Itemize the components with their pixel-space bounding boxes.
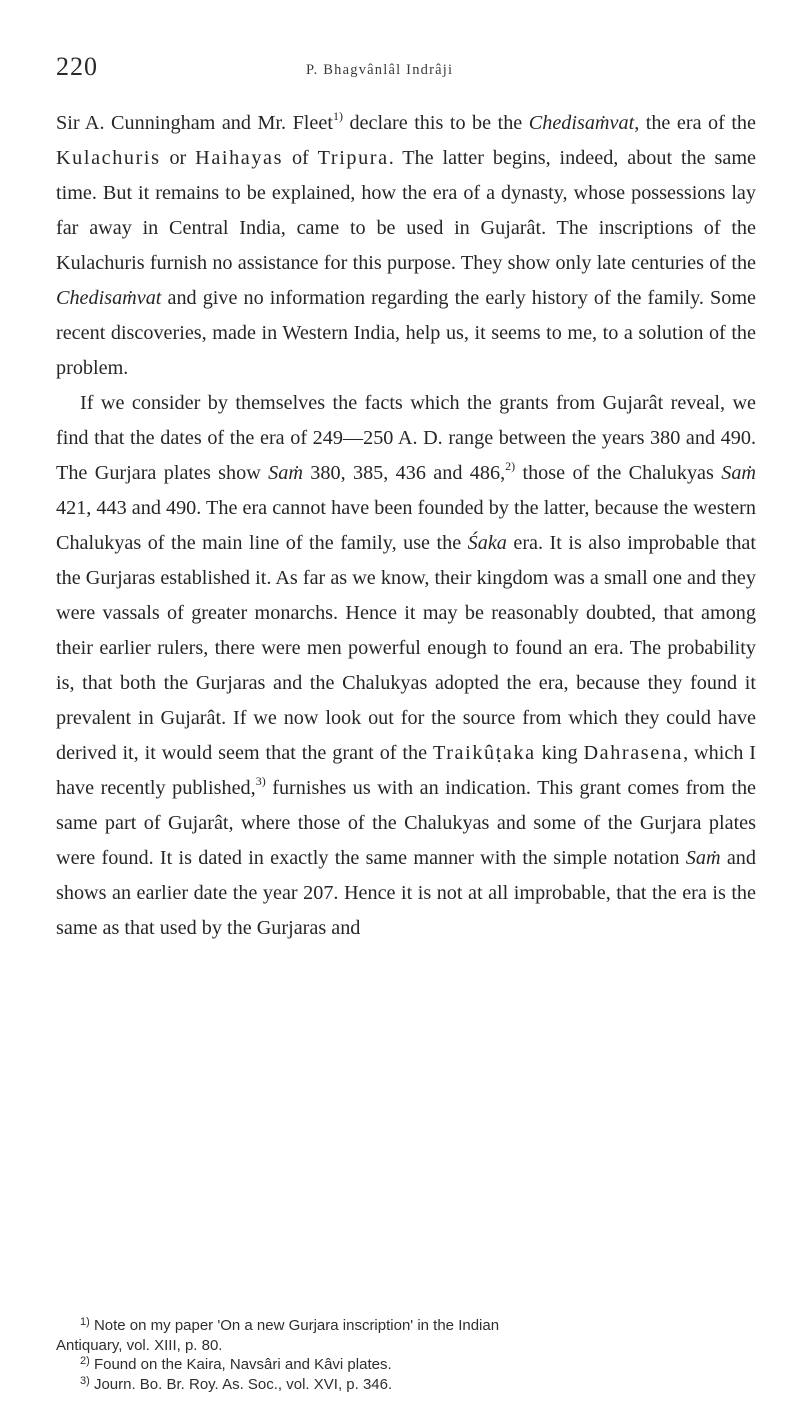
- footnote-1: [56, 1316, 756, 1336]
- text-run: era. It is also improbable that the Gurjaras established it. As far as we know, their kingdom was a small one and they were vassals of greater monarchs. Hence it may be reasonably doubted, that among their earlier rulers, there were men powerful enough to found an era. The probability is, that both the Gurjaras and the Chalukyas adopted the era, because they found it prevalent in Gujarât. If we now look out for the source from which they could have derived it, it would seem that the grant of the: [56, 532, 756, 764]
- paragraph-1: [56, 106, 756, 386]
- paragraph-2: [56, 386, 756, 946]
- spaced-name: Haihayas: [195, 147, 284, 169]
- text-run: furnishes us with an indication. This grant comes from the same part of Gujarât, where those of the Chalukyas and some of the Gurjara plates were found. It is dated in exactly the same manner with the simple notation: [56, 777, 756, 869]
- running-head: P. Bhagvânlâl Indrâji: [306, 62, 454, 78]
- text-run: declare this to be the: [342, 112, 529, 134]
- text-run: king: [535, 742, 584, 764]
- text-run: If we consider by themselves the facts which the grants from Gujarât reveal, we find that the dates of the era of 249—250 A. D. range between the years 380 and 490. The Gurjara plates show: [56, 392, 756, 484]
- footnote-ref-2: 2): [505, 459, 516, 473]
- text-run: and shows an earlier date the year 207. Hence it is not at all improbable, that the era is the same as that used by the Gurjaras and: [56, 847, 756, 939]
- text-run: of: [283, 147, 318, 169]
- italic-term: Chedisaṁvat: [528, 112, 635, 134]
- text-run: 421, 443 and 490. The era cannot have been founded by the latter, because the western Chalukyas of the main line of the family, use the: [56, 497, 756, 554]
- footnote-text: Antiquary, vol. XIII, p. 80.: [56, 1336, 223, 1354]
- footnote-3: [56, 1375, 756, 1395]
- footnote-2: [56, 1355, 756, 1375]
- italic-term: Saṁ: [721, 462, 756, 484]
- footnotes: [56, 1316, 756, 1394]
- text-run: , the era of the: [634, 112, 756, 134]
- footnote-mark: 1): [80, 1316, 90, 1328]
- footnote-text: Found on the Kaira, Navsâri and Kâvi plates.: [89, 1356, 392, 1373]
- text-run: 380, 385, 436 and 486,: [302, 462, 506, 484]
- text-run: . The latter begins, indeed, about the same time. But it remains to be explained, how the era of a dynasty, whose possessions lay far away in Central India, came to be used in Gujarât. The inscriptions of the Kulachuris furnish no assistance for this purpose. They show only late centuries of the: [56, 147, 756, 274]
- spaced-name: Tripura: [317, 147, 389, 169]
- text-run: , which I have recently published,: [56, 742, 757, 799]
- spaced-name: Dahrasena: [583, 742, 684, 764]
- italic-term: Chedisaṁvat: [56, 287, 162, 309]
- text-run: and give no information regarding the early history of the family. Some recent discoveries, made in Western India, help us, it seems to me, to a solution of the problem.: [56, 287, 756, 379]
- italic-term: Saṁ: [268, 462, 303, 484]
- footnote-mark: 3): [80, 1374, 90, 1387]
- footnote-text: Note on my paper 'On a new Gurjara inscription' in the Indian: [89, 1317, 500, 1334]
- body-text: [56, 106, 756, 946]
- footnote-ref-1: 1): [332, 109, 343, 123]
- italic-term: Saṁ: [685, 847, 721, 869]
- text-run: those of the Chalukyas: [515, 462, 722, 484]
- page-header: [56, 52, 756, 92]
- footnote-text: Journ. Bo. Br. Roy. As. Soc., vol. XVI, p. 346.: [89, 1375, 393, 1393]
- footnote-ref-3: 3): [255, 774, 266, 788]
- spaced-name: Traikûṭaka: [433, 742, 536, 764]
- text-run: or: [160, 147, 196, 169]
- footnote-mark: 2): [80, 1355, 90, 1367]
- spaced-name: Kulachuris: [56, 147, 161, 169]
- footnote-1-continued: [56, 1336, 756, 1356]
- text-run: Sir A. Cunningham and Mr. Fleet: [56, 112, 333, 134]
- page-number: 220: [56, 52, 98, 81]
- italic-term: Śaka: [467, 532, 507, 554]
